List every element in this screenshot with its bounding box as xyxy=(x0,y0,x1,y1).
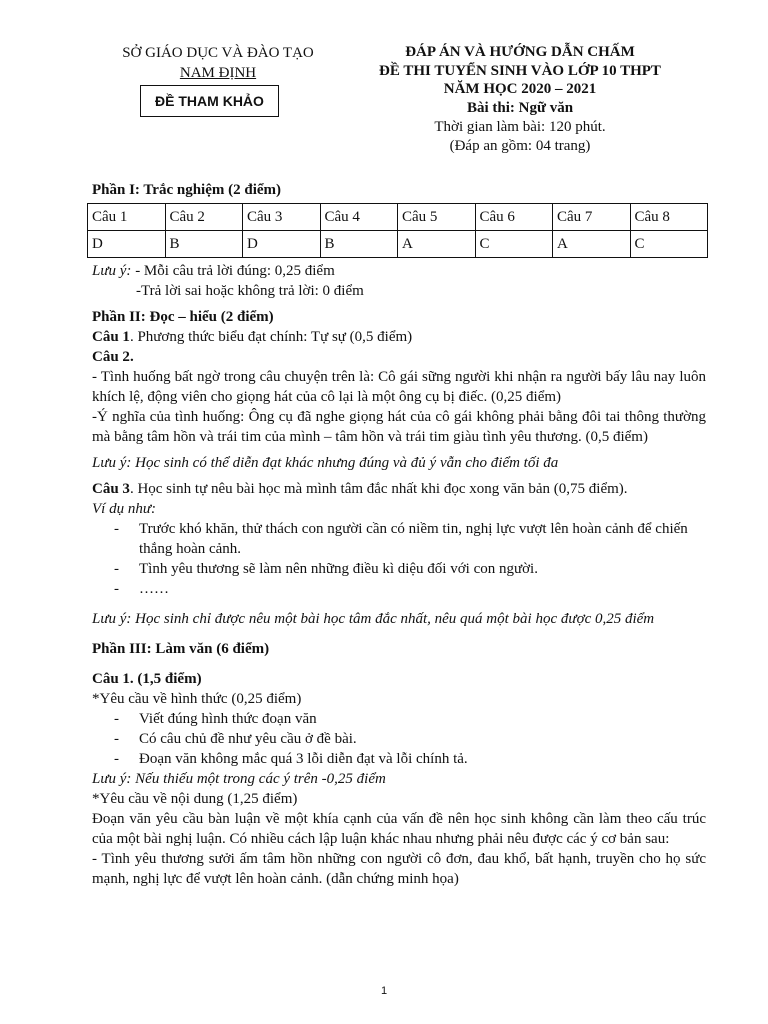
doc-title-3: NĂM HỌC 2020 – 2021 xyxy=(443,81,597,98)
part2-q3 xyxy=(92,479,706,499)
part2-title: Phần II: Đọc – hiểu (2 điểm) xyxy=(92,309,274,325)
part2-q2-note: Lưu ý: Học sinh có thể diễn đạt khác nhưng đúng và đủ ý vẫn cho điểm tối đa xyxy=(92,455,559,471)
exam-duration: Thời gian làm bài: 120 phút. xyxy=(434,118,606,135)
page-number: 1 xyxy=(380,985,388,997)
table-cell: B xyxy=(165,231,243,258)
list-item-text: Tình yêu thương sẽ làm nên những điều kì diệu đối với con người. xyxy=(139,561,538,577)
list-item-text: Đoạn văn không mắc quá 3 lỗi diễn đạt và lỗi chính tả. xyxy=(139,751,468,767)
note-label: Lưu ý: xyxy=(92,263,132,279)
list-item: - …… xyxy=(114,581,169,597)
document-title-block xyxy=(348,43,692,155)
q-label: Câu 1 xyxy=(92,329,130,345)
table-cell: Câu 3 xyxy=(243,204,321,231)
issuer-line-1: SỞ GIÁO DỤC VÀ ĐÀO TẠO xyxy=(122,45,314,61)
exam-subject: Bài thi: Ngữ văn xyxy=(466,100,574,117)
list-item: - Tình yêu thương sẽ làm nên những điều kì diệu đối với con người. xyxy=(114,561,538,577)
answer-table xyxy=(87,203,708,258)
table-cell: D xyxy=(243,231,321,258)
answer-table-header-row xyxy=(88,204,708,231)
list-item-text: Viết đúng hình thức đoạn văn xyxy=(139,711,317,727)
part1-note xyxy=(92,261,706,281)
issuer-header xyxy=(100,43,336,83)
part2-q3-note: Lưu ý: Học sinh chỉ được nêu một bài học tâm đắc nhất, nêu quá một bài học được 0,25 điểm xyxy=(92,611,655,627)
part1-note-2: -Trả lời sai hoặc không trả lời: 0 điểm xyxy=(136,283,364,299)
part2-q3-example: Ví dụ như: xyxy=(92,501,157,517)
table-cell: Câu 7 xyxy=(553,204,631,231)
issuer-line-2: NAM ĐỊNH xyxy=(179,65,257,81)
table-cell: C xyxy=(630,231,708,258)
list-item-text: Có câu chủ đề như yêu cầu ở đề bài. xyxy=(139,731,357,747)
list-item-text: …… xyxy=(139,581,169,597)
table-cell: D xyxy=(88,231,166,258)
main-content xyxy=(92,180,706,889)
form-note: Lưu ý: Nếu thiếu một trong các ý trên -0,25 điểm xyxy=(92,771,386,787)
list-item: - Trước khó khăn, thử thách con người cần có niềm tin, nghị lực vượt lên hoàn cảnh để chiến thắng hoàn cảnh. xyxy=(114,521,688,557)
q-label: Câu 3 xyxy=(92,481,130,497)
table-cell: Câu 8 xyxy=(630,204,708,231)
list-item: - Viết đúng hình thức đoạn văn xyxy=(114,711,317,727)
table-cell: Câu 4 xyxy=(320,204,398,231)
q-label: Câu 2 xyxy=(92,349,130,365)
part2-q2-text-1: - Tình huống bất ngờ trong câu chuyện trên là: Cô gái sững người khi nhận ra người bấy lâu nay luôn khích lệ, động viên cho giọng hát của cô lại là một ông cụ bị điếc. (0,25 điểm) xyxy=(92,369,706,405)
doc-title-2: ĐỀ THI TUYỂN SINH VÀO LỚP 10 THPT xyxy=(379,62,661,79)
part2-q3-list xyxy=(92,519,706,599)
content-paragraph: Đoạn văn yêu cầu bàn luận về một khía cạnh của vấn đề nên học sinh không cần làm theo cấu trúc của một bài nghị luận. Có nhiều cách lập luận khác nhau nhưng phải nêu được các ý cơ bản sau: xyxy=(92,811,706,847)
part1-title: Phần I: Trắc nghiệm (2 điểm) xyxy=(92,182,282,198)
form-requirement: *Yêu cầu về hình thức (0,25 điểm) xyxy=(92,691,302,707)
form-requirement-list xyxy=(92,709,706,769)
note-line-1: - Mỗi câu trả lời đúng: 0,25 điểm xyxy=(131,263,335,279)
table-cell: A xyxy=(398,231,476,258)
list-item: - Có câu chủ đề như yêu cầu ở đề bài. xyxy=(114,731,357,747)
q-text: . Phương thức biểu đạt chính: Tự sự (0,5 điểm) xyxy=(129,329,413,345)
table-cell: C xyxy=(475,231,553,258)
content-point-1: - Tình yêu thương sưởi ấm tâm hồn những con người cô đơn, đau khổ, bất hạnh, truyền cho họ sức mạnh, nghị lực để vượt lên hoàn cảnh. (dẫn chứng minh họa) xyxy=(92,851,706,887)
table-cell: Câu 5 xyxy=(398,204,476,231)
table-cell: Câu 1 xyxy=(88,204,166,231)
part2-q2-text-2: -Ý nghĩa của tình huống: Ông cụ đã nghe giọng hát của cô gái không phải bằng đôi tai thông thường mà bằng tâm hồn và trái tim của mình – tâm hồn và trái tim giàu tình yêu thương. (0,5 điểm) xyxy=(92,409,706,445)
part3-q1-title: Câu 1. (1,5 điểm) xyxy=(92,671,202,687)
page-count-note: (Đáp an gồm: 04 trang) xyxy=(449,137,591,154)
doc-title-1: ĐÁP ÁN VÀ HƯỚNG DẪN CHẤM xyxy=(405,44,635,60)
table-cell: Câu 6 xyxy=(475,204,553,231)
part3-title: Phần III: Làm văn (6 điểm) xyxy=(92,641,270,657)
table-cell: A xyxy=(553,231,631,258)
content-requirement: *Yêu cầu về nội dung (1,25 điểm) xyxy=(92,791,298,807)
table-cell: B xyxy=(320,231,398,258)
q-text: . Học sinh tự nêu bài học mà mình tâm đắc nhất khi đọc xong văn bản (0,75 điểm). xyxy=(129,481,628,497)
answer-table-answer-row xyxy=(88,231,708,258)
part2-q1 xyxy=(92,327,706,347)
part2-q2: Câu 2. xyxy=(92,349,134,365)
list-item: - Đoạn văn không mắc quá 3 lỗi diễn đạt và lỗi chính tả. xyxy=(114,751,468,767)
list-item-text: Trước khó khăn, thử thách con người cần có niềm tin, nghị lực vượt lên hoàn cảnh để chiến thắng hoàn cảnh. xyxy=(139,521,688,557)
reference-exam-box: ĐỀ THAM KHẢO xyxy=(140,85,279,117)
table-cell: Câu 2 xyxy=(165,204,243,231)
